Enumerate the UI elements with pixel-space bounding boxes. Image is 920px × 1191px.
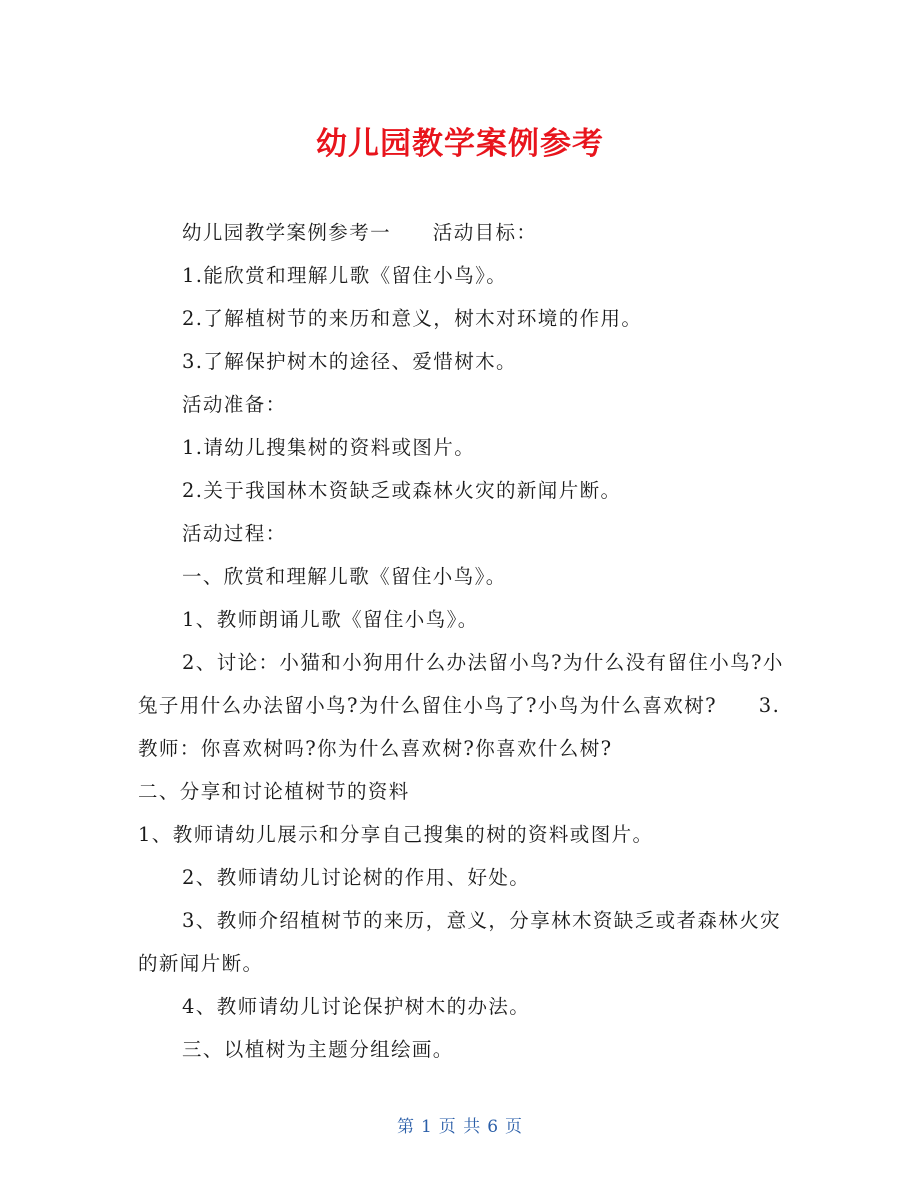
paragraph-prep-heading: 活动准备：	[182, 393, 287, 416]
paragraph-step-2-2: 2、教师请幼儿讨论树的作用、好处。	[182, 866, 531, 889]
footer-total-pages: 6	[487, 1117, 500, 1137]
page-footer	[0, 1112, 920, 1137]
paragraph-intro: 幼儿园教学案例参考一 活动目标：	[182, 221, 538, 244]
paragraph-goal-1: 1.能欣赏和理解儿歌《留住小鸟》。	[182, 264, 508, 287]
document-title: 幼儿园教学案例参考	[316, 126, 604, 162]
paragraph-prep-2: 2.关于我国林木资缺乏或森林火灾的新闻片断。	[182, 479, 622, 502]
paragraph-step-2-1: 1、教师请幼儿展示和分享自己搜集的树的资料或图片。	[138, 823, 654, 846]
document-body	[138, 211, 788, 1071]
footer-mid: 页 共	[438, 1117, 482, 1137]
paragraph-section-3: 三、以植树为主题分组绘画。	[182, 1038, 454, 1061]
footer-current-page: 1	[420, 1117, 433, 1137]
paragraph-section-2: 二、分享和讨论植树节的资料	[138, 780, 410, 803]
paragraph-prep-1: 1.请幼儿搜集树的资料或图片。	[182, 436, 476, 459]
paragraph-step-2-4: 4、教师请幼儿讨论保护树木的办法。	[182, 995, 531, 1018]
paragraph-step-1-1: 1、教师朗诵儿歌《留住小鸟》。	[182, 608, 479, 631]
paragraph-step-1-2: 2、讨论：小猫和小狗用什么办法留小鸟?为什么没有留住小鸟?小兔子用什么办法留小鸟?为什么留住小鸟了?小鸟为什么喜欢树? 3.教师：你喜欢树吗?你为什么喜欢树?你喜欢什么树?	[138, 651, 784, 760]
paragraph-process-heading: 活动过程：	[182, 522, 287, 545]
paragraph-goal-2: 2.了解植树节的来历和意义，树木对环境的作用。	[182, 307, 643, 330]
footer-suffix: 页	[505, 1117, 524, 1137]
paragraph-goal-3: 3.了解保护树木的途径、爱惜树木。	[182, 350, 517, 373]
footer-prefix: 第	[396, 1117, 415, 1137]
paragraph-step-2-3: 3、教师介绍植树节的来历，意义，分享林木资缺乏或者森林火灾的新闻片断。	[138, 909, 782, 975]
paragraph-section-1: 一、欣赏和理解儿歌《留住小鸟》。	[182, 565, 507, 588]
